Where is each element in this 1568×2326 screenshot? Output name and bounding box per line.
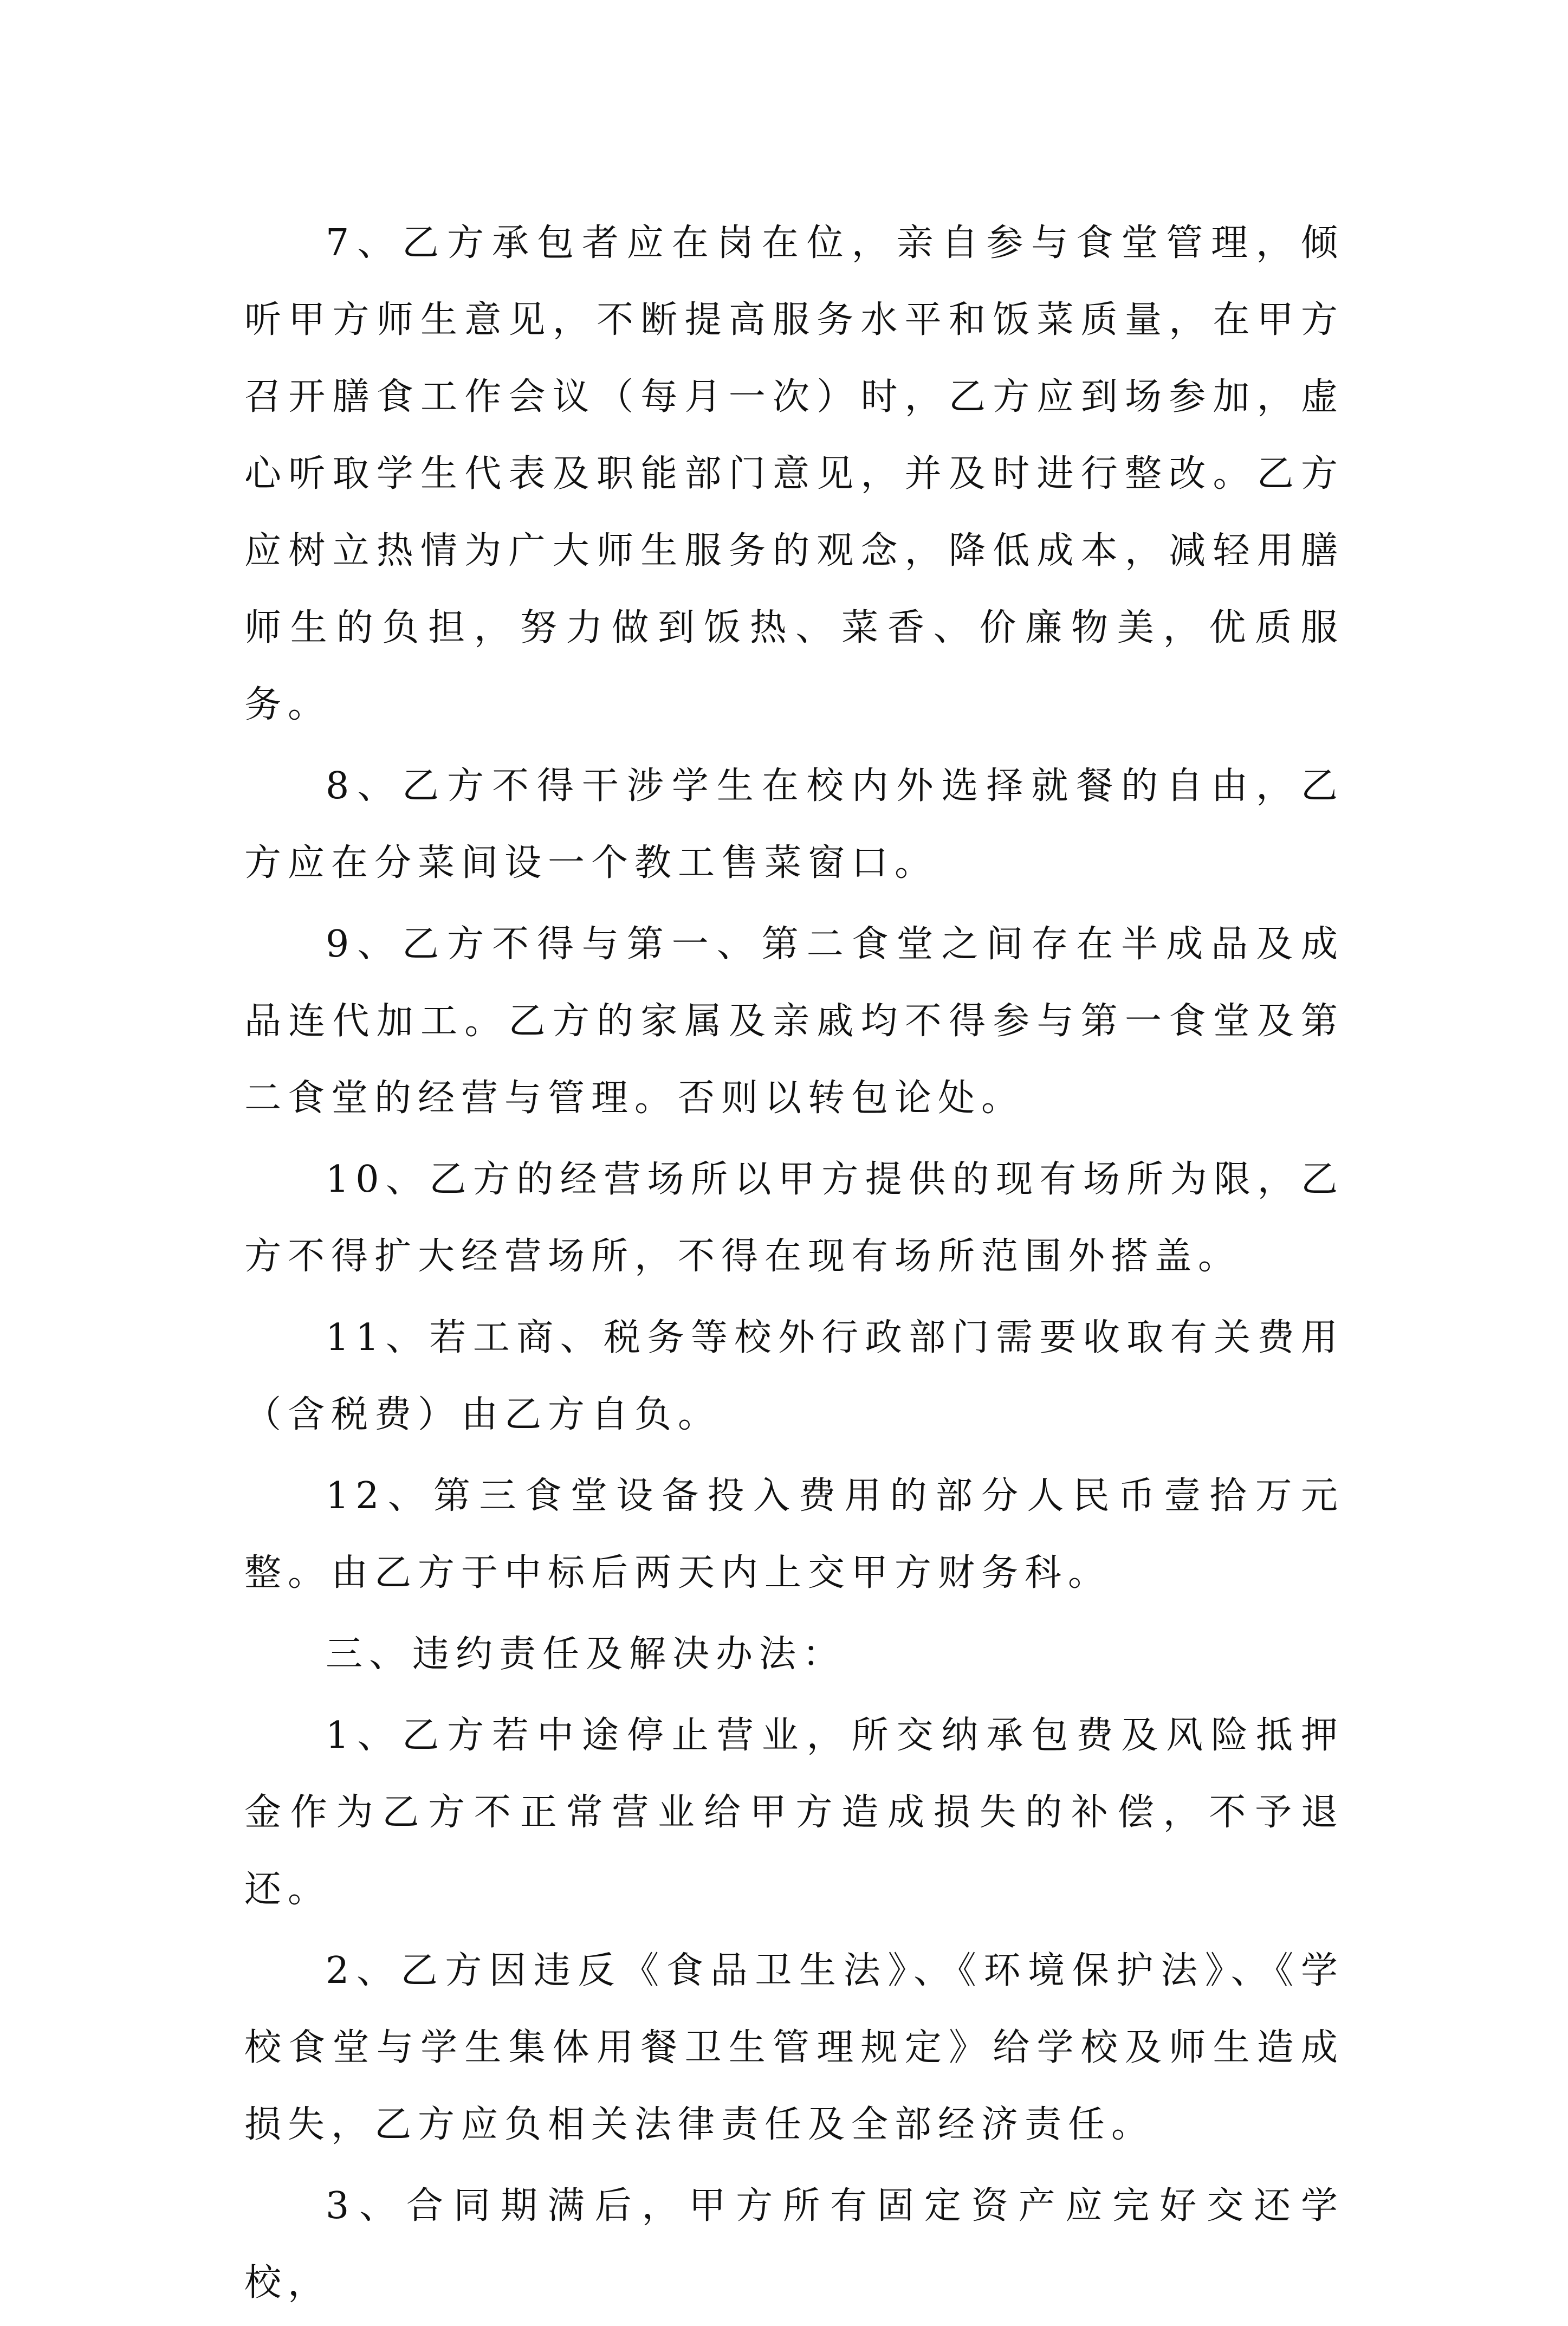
paragraph-clause-12: 12、第三食堂设备投入费用的部分人民币壹拾万元整。由乙方于中标后两天内上交甲方财务科。	[244, 1475, 1344, 1594]
section-heading-breach-liability: 三、违约责任及解决办法：	[326, 1633, 846, 1676]
paragraph-clause-8: 8、乙方不得干涉学生在校内外选择就餐的自由，乙方应在分菜间设一个教工售菜窗口。	[244, 765, 1344, 884]
paragraph-clause-10: 10、乙方的经营场所以甲方提供的现有场所为限，乙方不得扩大经营场所，不得在现有场所范围外搭盖。	[244, 1158, 1344, 1278]
paragraph-breach-1: 1、乙方若中途停止营业，所交纳承包费及风险抵押金作为乙方不正常营业给甲方造成损失的补偿，不予退还。	[244, 1714, 1344, 1911]
paragraph-breach-2: 2、乙方因违反《食品卫生法》、《环境保护法》、《学校食堂与学生集体用餐卫生管理规定》给学校及师生造成损失，乙方应负相关法律责任及全部经济责任。	[244, 1949, 1344, 2146]
paragraph-clause-7: 7、乙方承包者应在岗在位，亲自参与食堂管理，倾听甲方师生意见，不断提高服务水平和饭菜质量，在甲方召开膳食工作会议（每月一次）时，乙方应到场参加，虚心听取学生代表及职能部门意见，并及时进行整改。乙方应树立热情为广大师生服务的观念，降低成本，减轻用膳师生的负担，努力做到饭热、菜香、价廉物美，优质服务。	[244, 222, 1344, 726]
paragraph-clause-11: 11、若工商、税务等校外行政部门需要收取有关费用（含税费）由乙方自负。	[244, 1316, 1344, 1436]
paragraph-clause-9: 9、乙方不得与第一、第二食堂之间存在半成品及成品连代加工。乙方的家属及亲戚均不得参与第一食堂及第二食堂的经营与管理。否则以转包论处。	[244, 923, 1344, 1120]
document-body	[244, 205, 1344, 2326]
paragraph-breach-3: 3、合同期满后，甲方所有固定资产应完好交还学校，	[244, 2185, 1344, 2304]
